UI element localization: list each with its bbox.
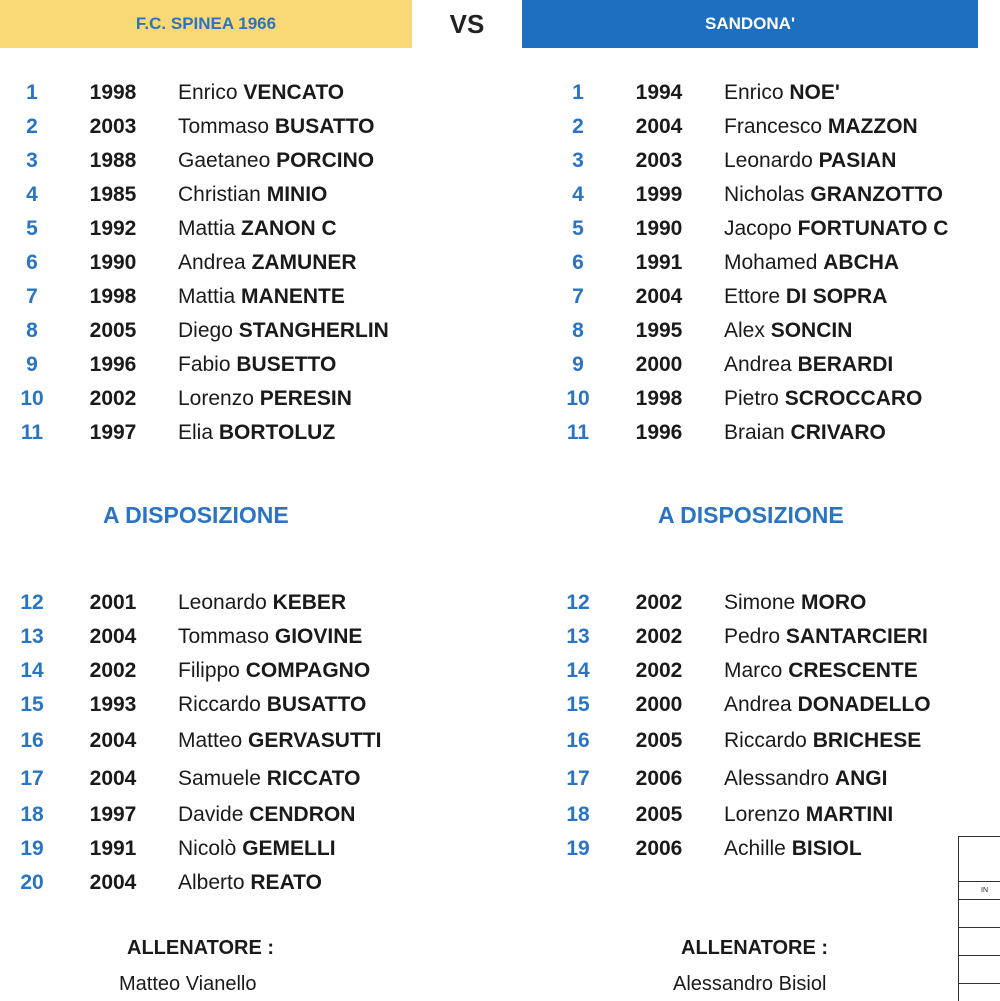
player-birth-year: 2003 (635, 149, 683, 172)
player-row (0, 214, 337, 244)
player-birth-year: 2002 (89, 387, 137, 410)
player-row (546, 726, 921, 756)
player-name (178, 319, 389, 343)
player-row (0, 316, 389, 346)
player-name (724, 767, 887, 791)
player-name (178, 183, 327, 207)
player-row (0, 384, 352, 414)
player-birth-year: 1996 (635, 421, 683, 444)
player-first-name: Andrea (178, 251, 246, 274)
player-row (546, 622, 928, 652)
player-name (178, 659, 370, 683)
player-last-name: MARTINI (805, 803, 894, 826)
player-birth-year: 2002 (635, 659, 683, 682)
player-first-name: Mattia (178, 285, 236, 308)
player-birth-year: 2000 (635, 353, 683, 376)
home-coach-name: Matteo Vianello (119, 973, 257, 995)
player-row (0, 656, 370, 686)
player-last-name: BERARDI (797, 353, 894, 376)
player-row (0, 282, 345, 312)
player-last-name: STANGHERLIN (238, 319, 389, 342)
player-row (0, 800, 355, 830)
player-number: 16 (566, 729, 590, 752)
player-number: 8 (572, 319, 584, 342)
player-name (724, 149, 896, 173)
player-first-name: Alex (724, 319, 765, 342)
player-name (178, 115, 374, 139)
player-birth-year: 1985 (89, 183, 137, 206)
player-number: 6 (26, 251, 38, 274)
player-last-name: GRANZOTTO (810, 183, 943, 206)
player-birth-year: 2002 (635, 625, 683, 648)
player-name (178, 81, 344, 105)
player-birth-year: 2005 (635, 729, 683, 752)
player-last-name: PORCINO (276, 149, 375, 172)
player-birth-year: 2005 (635, 803, 683, 826)
player-number: 4 (572, 183, 584, 206)
player-first-name: Riccardo (178, 693, 261, 716)
player-number: 2 (572, 115, 584, 138)
player-row (546, 690, 931, 720)
player-row (0, 834, 336, 864)
player-row (546, 282, 887, 312)
player-first-name: Samuele (178, 767, 261, 790)
player-birth-year: 2004 (89, 625, 137, 648)
player-name (724, 659, 918, 683)
player-first-name: Nicolò (178, 837, 237, 860)
player-row (0, 726, 381, 756)
player-birth-year: 2004 (635, 115, 683, 138)
player-birth-year: 1990 (635, 217, 683, 240)
player-number: 15 (20, 693, 44, 716)
player-number: 4 (26, 183, 38, 206)
player-last-name: VENCATO (243, 81, 345, 104)
player-number: 1 (572, 81, 584, 104)
player-birth-year: 1994 (635, 81, 683, 104)
player-number: 10 (20, 387, 44, 410)
player-row (546, 180, 943, 210)
player-name (724, 837, 862, 861)
player-number: 1 (26, 81, 38, 104)
player-last-name: GEMELLI (242, 837, 336, 860)
player-number: 6 (572, 251, 584, 274)
player-number: 18 (566, 803, 590, 826)
player-first-name: Enrico (724, 81, 784, 104)
player-name (178, 803, 355, 827)
player-row (546, 764, 887, 794)
player-birth-year: 2004 (89, 871, 137, 894)
player-name (724, 115, 918, 139)
player-row (546, 248, 899, 278)
player-name (178, 871, 322, 895)
player-row (546, 800, 893, 830)
player-name (178, 217, 337, 241)
player-birth-year: 2003 (89, 115, 137, 138)
player-number: 15 (566, 693, 590, 716)
player-first-name: Diego (178, 319, 233, 342)
player-row (0, 180, 327, 210)
player-last-name: REATO (250, 871, 322, 894)
player-birth-year: 1993 (89, 693, 137, 716)
player-name (724, 251, 899, 275)
player-first-name: Marco (724, 659, 783, 682)
player-name (178, 625, 362, 649)
player-birth-year: 2004 (89, 729, 137, 752)
player-birth-year: 1998 (89, 81, 137, 104)
player-last-name: SONCIN (770, 319, 853, 342)
player-first-name: Davide (178, 803, 244, 826)
player-number: 3 (26, 149, 38, 172)
player-birth-year: 1991 (635, 251, 683, 274)
player-name (178, 729, 381, 753)
player-birth-year: 1990 (89, 251, 137, 274)
player-first-name: Fabio (178, 353, 231, 376)
player-number: 11 (566, 421, 590, 444)
player-last-name: CRESCENTE (788, 659, 918, 682)
player-row (546, 350, 893, 380)
player-birth-year: 1997 (89, 421, 137, 444)
player-name (724, 183, 943, 207)
player-row (546, 418, 886, 448)
player-name (724, 319, 852, 343)
player-first-name: Leonardo (724, 149, 813, 172)
player-birth-year: 2006 (635, 837, 683, 860)
player-name (724, 625, 928, 649)
player-first-name: Pietro (724, 387, 779, 410)
player-first-name: Ettore (724, 285, 781, 308)
player-last-name: RICCATO (266, 767, 361, 790)
player-first-name: Alberto (178, 871, 245, 894)
player-last-name: BISIOL (791, 837, 862, 860)
player-row (0, 78, 344, 108)
player-number: 10 (566, 387, 590, 410)
player-row (546, 384, 922, 414)
player-name (178, 149, 374, 173)
player-first-name: Filippo (178, 659, 240, 682)
player-birth-year: 1998 (635, 387, 683, 410)
player-first-name: Andrea (724, 693, 792, 716)
player-first-name: Leonardo (178, 591, 267, 614)
player-birth-year: 2006 (635, 767, 683, 790)
player-birth-year: 1992 (89, 217, 137, 240)
player-last-name: MAZZON (827, 115, 918, 138)
player-number: 20 (20, 871, 44, 894)
player-number: 19 (566, 837, 590, 860)
player-first-name: Pedro (724, 625, 781, 648)
player-birth-year: 1998 (89, 285, 137, 308)
player-birth-year: 2004 (635, 285, 683, 308)
player-last-name: MORO (801, 591, 867, 614)
player-row (546, 214, 948, 244)
player-row (0, 350, 336, 380)
player-name (724, 421, 886, 445)
player-first-name: Jacopo (724, 217, 792, 240)
player-last-name: DI SOPRA (785, 285, 888, 308)
player-first-name: Alessandro (724, 767, 830, 790)
player-number: 9 (572, 353, 584, 376)
player-last-name: CENDRON (249, 803, 356, 826)
player-name (724, 285, 887, 309)
player-first-name: Matteo (178, 729, 243, 752)
player-number: 13 (566, 625, 590, 648)
player-last-name: ABCHA (823, 251, 900, 274)
player-row (0, 622, 362, 652)
player-first-name: Christian (178, 183, 261, 206)
player-first-name: Lorenzo (724, 803, 800, 826)
player-first-name: Tommaso (178, 625, 270, 648)
player-last-name: PERESIN (259, 387, 352, 410)
player-number: 11 (20, 421, 44, 444)
player-birth-year: 2001 (89, 591, 137, 614)
player-row (546, 656, 918, 686)
player-last-name: BRICHESE (812, 729, 922, 752)
player-birth-year: 1988 (89, 149, 137, 172)
player-last-name: KEBER (272, 591, 347, 614)
player-name (178, 421, 335, 445)
player-number: 17 (20, 767, 44, 790)
player-number: 12 (566, 591, 590, 614)
player-row (546, 78, 840, 108)
player-birth-year: 2005 (89, 319, 137, 342)
player-number: 17 (566, 767, 590, 790)
player-row (0, 588, 346, 618)
player-row (0, 146, 374, 176)
player-first-name: Lorenzo (178, 387, 254, 410)
player-number: 7 (572, 285, 584, 308)
player-row (0, 418, 335, 448)
player-number: 2 (26, 115, 38, 138)
versus-label: VS (449, 8, 485, 39)
player-last-name: NOE' (789, 81, 840, 104)
player-number: 5 (572, 217, 584, 240)
player-first-name: Tommaso (178, 115, 270, 138)
player-birth-year: 2002 (89, 659, 137, 682)
player-last-name: SANTARCIERI (785, 625, 928, 648)
player-last-name: COMPAGNO (245, 659, 371, 682)
player-last-name: GERVASUTTI (248, 729, 382, 752)
player-last-name: DONADELLO (797, 693, 931, 716)
player-number: 14 (20, 659, 44, 682)
home-subs-title: A DISPOSIZIONE (103, 502, 289, 528)
player-last-name: BUSATTO (266, 693, 367, 716)
player-row (546, 146, 896, 176)
player-row (546, 316, 852, 346)
player-birth-year: 1997 (89, 803, 137, 826)
player-birth-year: 1996 (89, 353, 137, 376)
player-name (724, 353, 893, 377)
away-team-header: SANDONA' (522, 0, 978, 48)
home-team-header: F.C. SPINEA 1966 (0, 0, 412, 48)
player-row (546, 834, 862, 864)
player-last-name: SCROCCARO (784, 387, 923, 410)
player-row (0, 764, 360, 794)
player-first-name: Mohamed (724, 251, 818, 274)
player-number: 5 (26, 217, 38, 240)
player-number: 13 (20, 625, 44, 648)
player-last-name: BORTOLUZ (218, 421, 336, 444)
player-first-name: Andrea (724, 353, 792, 376)
score-sheet-fragment (958, 836, 1000, 1001)
player-number: 14 (566, 659, 590, 682)
player-first-name: Francesco (724, 115, 823, 138)
player-name (178, 251, 357, 275)
player-name (178, 693, 366, 717)
player-row (0, 690, 366, 720)
player-last-name: GIOVINE (274, 625, 363, 648)
player-name (724, 387, 922, 411)
player-first-name: Simone (724, 591, 796, 614)
player-name (178, 591, 346, 615)
player-first-name: Gaetaneo (178, 149, 271, 172)
player-first-name: Riccardo (724, 729, 807, 752)
player-name (178, 285, 345, 309)
player-number: 7 (26, 285, 38, 308)
player-birth-year: 1991 (89, 837, 137, 860)
away-coach-label: ALLENATORE : (681, 937, 829, 959)
player-number: 18 (20, 803, 44, 826)
player-number: 3 (572, 149, 584, 172)
player-birth-year: 1995 (635, 319, 683, 342)
player-name (724, 81, 840, 105)
player-last-name: CRIVARO (790, 421, 886, 444)
player-name (724, 693, 931, 717)
player-first-name: Nicholas (724, 183, 805, 206)
player-name (724, 217, 948, 241)
player-first-name: Achille (724, 837, 786, 860)
player-birth-year: 2000 (635, 693, 683, 716)
player-row (546, 588, 866, 618)
player-last-name: PASIAN (818, 149, 897, 172)
sheet-in-label: IN (981, 887, 988, 894)
player-name (178, 767, 360, 791)
player-number: 9 (26, 353, 38, 376)
player-first-name: Elia (178, 421, 214, 444)
player-name (724, 729, 921, 753)
player-birth-year: 2004 (89, 767, 137, 790)
player-birth-year: 1999 (635, 183, 683, 206)
player-number: 8 (26, 319, 38, 342)
player-last-name: MINIO (266, 183, 328, 206)
player-last-name: ANGI (834, 767, 888, 790)
player-name (724, 803, 893, 827)
away-subs-title: A DISPOSIZIONE (658, 502, 844, 528)
player-name (178, 837, 336, 861)
player-row (0, 248, 357, 278)
player-first-name: Enrico (178, 81, 238, 104)
player-row (0, 868, 322, 898)
player-last-name: BUSETTO (236, 353, 337, 376)
player-name (178, 353, 336, 377)
player-last-name: MANENTE (241, 285, 345, 308)
player-birth-year: 2002 (635, 591, 683, 614)
player-last-name: BUSATTO (274, 115, 375, 138)
player-first-name: Braian (724, 421, 785, 444)
player-last-name: ZAMUNER (251, 251, 357, 274)
player-row (546, 112, 918, 142)
player-first-name: Mattia (178, 217, 236, 240)
player-name (178, 387, 352, 411)
player-name (724, 591, 866, 615)
player-number: 12 (20, 591, 44, 614)
player-row (0, 112, 374, 142)
player-number: 19 (20, 837, 44, 860)
away-coach-name: Alessandro Bisiol (673, 973, 827, 995)
player-last-name: FORTUNATO C (797, 217, 949, 240)
player-number: 16 (20, 729, 44, 752)
player-last-name: ZANON C (241, 217, 337, 240)
home-coach-label: ALLENATORE : (127, 937, 275, 959)
